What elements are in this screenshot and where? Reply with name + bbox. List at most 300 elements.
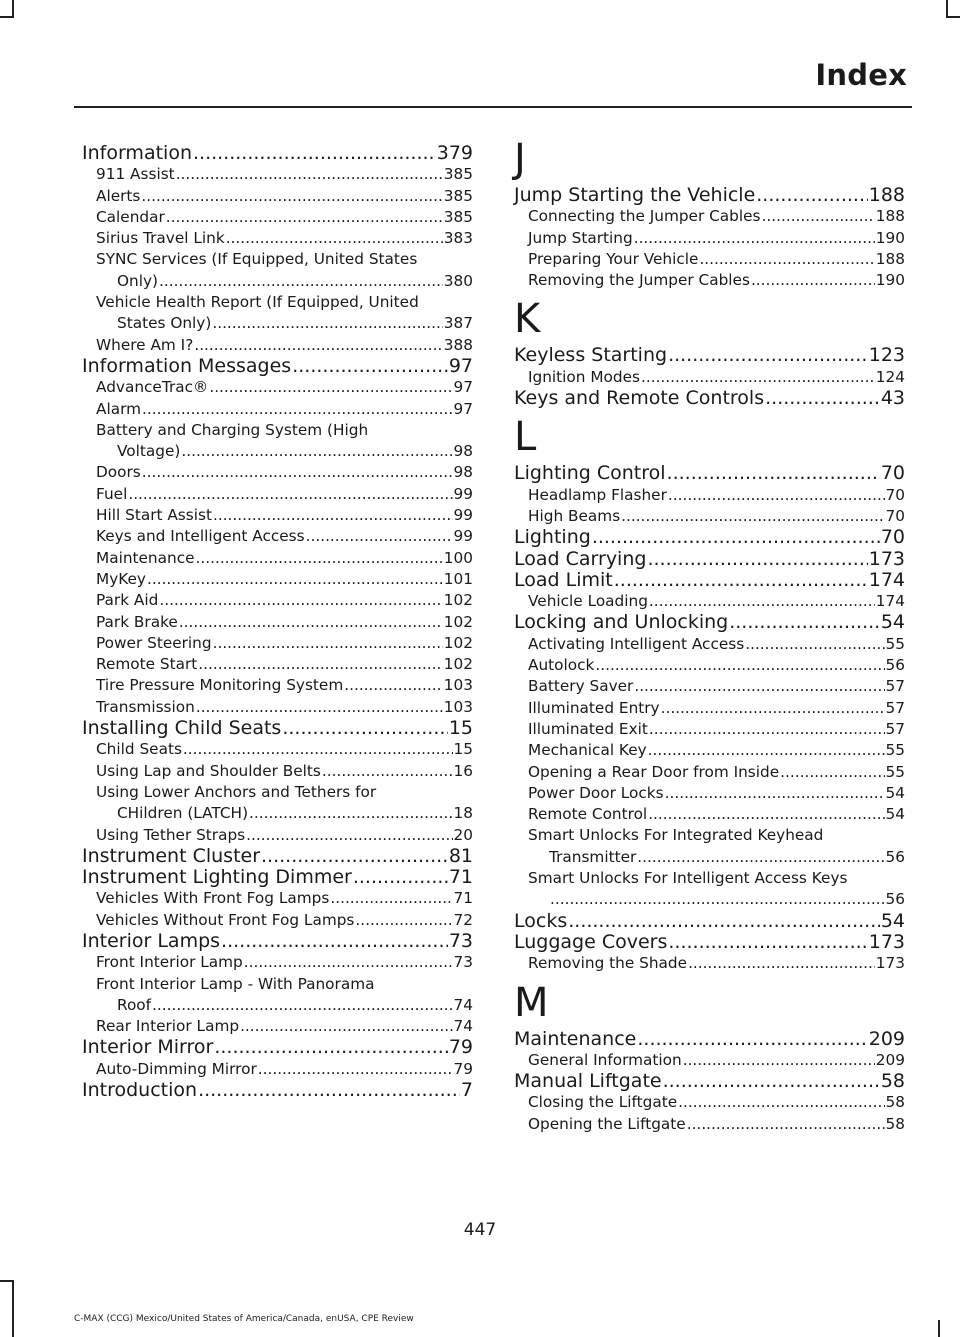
index-page-ref: 98 bbox=[453, 442, 473, 461]
dot-leader bbox=[568, 911, 880, 932]
index-page-ref: 15 bbox=[448, 717, 473, 740]
crop-mark-bottom-right-v bbox=[938, 1320, 940, 1337]
index-page-ref: 56 bbox=[885, 847, 905, 866]
dot-leader bbox=[780, 762, 884, 783]
dot-leader bbox=[667, 463, 880, 484]
index-page-ref: 103 bbox=[443, 697, 473, 716]
index-entry-text: Jump Starting the Vehicle bbox=[514, 184, 756, 206]
dot-leader bbox=[213, 633, 443, 654]
index-entry-text: Keyless Starting bbox=[514, 344, 668, 367]
index-entry bbox=[514, 185, 905, 206]
index-subentry-text: Alarm bbox=[96, 399, 142, 418]
dot-leader bbox=[648, 740, 885, 761]
index-subentry-text: Park Brake bbox=[96, 612, 178, 631]
index-subentry-text: Maintenance bbox=[96, 548, 195, 567]
index-subentry-text: Fuel bbox=[96, 484, 128, 503]
index-page-ref: 58 bbox=[885, 1114, 905, 1133]
index-subentry bbox=[514, 889, 905, 910]
dot-leader bbox=[212, 313, 442, 334]
crop-mark-bottom-left-h bbox=[0, 1280, 14, 1282]
dot-leader bbox=[765, 388, 880, 409]
index-subentry bbox=[514, 1050, 905, 1071]
index-column-right bbox=[514, 136, 905, 1135]
index-page-ref: 99 bbox=[453, 506, 473, 525]
dot-leader bbox=[353, 867, 448, 888]
dot-leader bbox=[649, 719, 885, 740]
index-page-ref: 379 bbox=[436, 142, 473, 164]
crop-mark-bottom-left-v bbox=[12, 1280, 14, 1337]
dot-leader bbox=[668, 485, 885, 506]
index-subentry-text: Remote Control bbox=[528, 805, 648, 824]
dot-leader bbox=[751, 270, 875, 291]
index-page-ref: 385 bbox=[443, 207, 473, 226]
index-page-ref: 100 bbox=[443, 548, 473, 567]
dot-leader bbox=[688, 953, 875, 974]
index-subentry-text: Transmission bbox=[96, 697, 195, 716]
index-subentry bbox=[514, 655, 905, 676]
index-entry-text: Lighting Control bbox=[514, 462, 666, 485]
dot-leader bbox=[595, 655, 884, 676]
index-subentry bbox=[514, 1114, 905, 1135]
index-subentry bbox=[514, 367, 905, 388]
index-subentry-text: Where Am I? bbox=[96, 335, 194, 354]
dot-leader bbox=[683, 1050, 875, 1071]
index-entry bbox=[514, 932, 905, 953]
index-subentry bbox=[514, 634, 905, 655]
index-page-ref: 55 bbox=[885, 762, 905, 781]
index-page-ref: 102 bbox=[443, 591, 473, 610]
dot-leader bbox=[179, 612, 443, 633]
index-page-ref: 70 bbox=[880, 526, 905, 549]
index-page-ref: 73 bbox=[448, 929, 473, 952]
index-subentry bbox=[82, 569, 473, 590]
dot-leader bbox=[745, 634, 884, 655]
dot-leader bbox=[159, 590, 442, 611]
index-subentry-text: Closing the Liftgate bbox=[528, 1093, 678, 1112]
index-page-ref: 74 bbox=[453, 1017, 473, 1036]
index-page-ref: 7 bbox=[460, 1079, 473, 1102]
index-subentry bbox=[82, 335, 473, 356]
index-subentry-text: Remote Start bbox=[96, 655, 198, 674]
index-subentry bbox=[82, 548, 473, 569]
index-subentry bbox=[82, 825, 473, 846]
index-subentry bbox=[514, 591, 905, 612]
index-page-ref: 97 bbox=[453, 378, 473, 397]
index-page-ref: 70 bbox=[885, 485, 905, 504]
index-subentry bbox=[514, 762, 905, 783]
index-entry-text: Load Carrying bbox=[514, 547, 647, 570]
index-subentry bbox=[82, 271, 473, 292]
dot-leader bbox=[181, 441, 452, 462]
index-subentry-text: Auto-Dimming Mirror bbox=[96, 1059, 257, 1078]
index-subentry bbox=[82, 484, 473, 505]
index-page-ref: 209 bbox=[868, 1027, 905, 1050]
dot-leader bbox=[614, 570, 868, 591]
dot-leader bbox=[647, 549, 867, 570]
dot-leader bbox=[183, 739, 453, 760]
index-page-ref: 16 bbox=[453, 761, 473, 780]
index-subentry-text: SYNC Services (If Equipped, United States bbox=[96, 250, 418, 269]
index-page-ref: 18 bbox=[453, 804, 473, 823]
index-page-ref: 385 bbox=[443, 186, 473, 205]
index-letter-heading: J bbox=[514, 136, 526, 182]
index-entry-text: Information bbox=[82, 142, 192, 164]
index-subentry-text: Opening a Rear Door from Inside bbox=[528, 762, 780, 781]
index-subentry-text: Vehicles Without Front Fog Lamps bbox=[96, 910, 355, 929]
index-entry-text: Maintenance bbox=[514, 1027, 637, 1050]
index-page-ref: 173 bbox=[868, 547, 905, 570]
index-subentry-text: Power Door Locks bbox=[528, 783, 664, 802]
index-subentry-text: Removing the Shade bbox=[528, 954, 688, 973]
index-subentry-continuation: States Only) bbox=[117, 314, 212, 333]
index-subentry bbox=[82, 612, 473, 633]
index-page-ref: 57 bbox=[885, 719, 905, 738]
index-entry bbox=[514, 911, 905, 932]
index-subentry-text: Smart Unlocks For Intelligent Access Keys bbox=[528, 869, 848, 888]
index-page-ref: 55 bbox=[885, 634, 905, 653]
index-page-ref: 173 bbox=[868, 930, 905, 953]
index-subentry-text: Power Steering bbox=[96, 633, 212, 652]
index-page-ref: 54 bbox=[885, 805, 905, 824]
index-subentry-text: Park Aid bbox=[96, 591, 159, 610]
index-page-ref: 102 bbox=[443, 612, 473, 631]
index-page-ref: 173 bbox=[875, 954, 905, 973]
index-page-ref: 97 bbox=[453, 399, 473, 418]
dot-leader bbox=[306, 526, 453, 547]
dot-leader bbox=[550, 889, 885, 910]
index-subentry-continuation: Roof bbox=[117, 995, 152, 1014]
index-subentry bbox=[514, 676, 905, 697]
header-rule bbox=[74, 106, 912, 108]
index-subentry-text: Jump Starting bbox=[528, 228, 633, 247]
index-entry bbox=[514, 463, 905, 484]
dot-leader bbox=[240, 1016, 452, 1037]
index-subentry bbox=[82, 803, 473, 824]
index-entry-text: Keys and Remote Controls bbox=[514, 387, 765, 410]
index-subentry-text: AdvanceTrac® bbox=[96, 378, 209, 397]
index-page-ref: 188 bbox=[875, 207, 905, 226]
index-page-ref: 388 bbox=[443, 335, 473, 354]
dot-leader bbox=[592, 527, 880, 548]
dot-leader bbox=[213, 505, 453, 526]
index-subentry bbox=[514, 1092, 905, 1113]
index-subentry bbox=[82, 207, 473, 228]
index-subentry bbox=[82, 654, 473, 675]
index-page-ref: 385 bbox=[443, 165, 473, 184]
dot-leader bbox=[142, 462, 453, 483]
index-entry-text: Interior Lamps bbox=[82, 929, 221, 952]
dot-leader bbox=[246, 825, 452, 846]
index-subentry bbox=[82, 910, 473, 931]
index-page-ref: 101 bbox=[443, 569, 473, 588]
index-entry-text: Manual Liftgate bbox=[514, 1070, 662, 1093]
index-subentry-text: Battery Saver bbox=[528, 677, 634, 696]
index-page-ref: 99 bbox=[453, 484, 473, 503]
index-entry-text: Load Limit bbox=[514, 568, 613, 591]
index-entry-text: Information Messages bbox=[82, 354, 292, 377]
index-subentry-text: Using Lap and Shoulder Belts bbox=[96, 761, 321, 780]
index-entry bbox=[514, 527, 905, 548]
index-subentry-text: Vehicle Health Report (If Equipped, United bbox=[96, 293, 419, 312]
index-subentry bbox=[82, 995, 473, 1016]
index-page-ref: 188 bbox=[868, 184, 905, 206]
index-page-ref: 98 bbox=[453, 463, 473, 482]
index-subentry bbox=[82, 164, 473, 185]
index-page-ref: 54 bbox=[885, 783, 905, 802]
dot-leader bbox=[699, 249, 874, 270]
index-subentry-text: Mechanical Key bbox=[528, 741, 647, 760]
index-entry-text: Instrument Lighting Dimmer bbox=[82, 866, 352, 889]
dot-leader bbox=[292, 356, 448, 377]
index-subentry bbox=[82, 1016, 473, 1037]
index-page-ref: 15 bbox=[453, 740, 473, 759]
index-subentry-text: Autolock bbox=[528, 656, 595, 675]
index-page-ref: 188 bbox=[875, 249, 905, 268]
dot-leader bbox=[322, 761, 453, 782]
index-subentry-text: Rear Interior Lamp bbox=[96, 1017, 240, 1036]
index-subentry-text: Front Interior Lamp bbox=[96, 953, 243, 972]
index-subentry-text: Removing the Jumper Cables bbox=[528, 271, 750, 290]
index-subentry-text: Hill Start Assist bbox=[96, 506, 212, 525]
index-entry-text: Locking and Unlocking bbox=[514, 611, 729, 634]
index-entry bbox=[514, 612, 905, 633]
index-subentry bbox=[514, 270, 905, 291]
index-page-ref: 190 bbox=[875, 228, 905, 247]
index-subentry bbox=[82, 462, 473, 483]
dot-leader bbox=[687, 1114, 885, 1135]
dot-leader bbox=[355, 910, 452, 931]
index-subentry-text: Keys and Intelligent Access bbox=[96, 527, 305, 546]
dot-leader bbox=[147, 569, 443, 590]
index-subentry bbox=[82, 761, 473, 782]
index-page-ref: 71 bbox=[448, 866, 473, 889]
dot-leader bbox=[196, 697, 443, 718]
index-entry bbox=[514, 570, 905, 591]
index-subentry-text: Using Lower Anchors and Tethers for bbox=[96, 782, 377, 801]
dot-leader bbox=[665, 783, 885, 804]
index-page-ref: 56 bbox=[885, 890, 905, 909]
index-subentry bbox=[514, 719, 905, 740]
index-entry bbox=[82, 143, 473, 164]
dot-leader bbox=[198, 1080, 460, 1101]
dot-leader bbox=[194, 335, 442, 356]
index-page-ref: 70 bbox=[880, 462, 905, 485]
dot-leader bbox=[641, 367, 875, 388]
index-entry bbox=[82, 1080, 473, 1101]
index-subentry bbox=[514, 953, 905, 974]
dot-leader bbox=[344, 675, 443, 696]
index-entry-text: Luggage Covers bbox=[514, 930, 668, 953]
dot-leader bbox=[258, 1059, 453, 1080]
dot-leader bbox=[648, 804, 884, 825]
dot-leader bbox=[637, 1029, 867, 1050]
dot-leader bbox=[141, 186, 442, 207]
index-subentry bbox=[82, 952, 473, 973]
dot-leader bbox=[649, 591, 875, 612]
index-subentry-text: Connecting the Jumper Cables bbox=[528, 207, 761, 226]
index-subentry-text: MyKey bbox=[96, 569, 146, 588]
dot-leader bbox=[196, 548, 443, 569]
index-page-ref: 79 bbox=[448, 1036, 473, 1059]
index-subentry-text: Activating Intelligent Access bbox=[528, 634, 745, 653]
index-page-ref: 190 bbox=[875, 271, 905, 290]
index-page-ref: 54 bbox=[880, 909, 905, 932]
index-entry bbox=[82, 867, 473, 888]
index-subentry bbox=[514, 804, 905, 825]
index-subentry-text: Vehicles With Front Fog Lamps bbox=[96, 889, 330, 908]
dot-leader bbox=[221, 931, 448, 952]
index-subentry bbox=[82, 399, 473, 420]
index-subentry bbox=[514, 485, 905, 506]
index-page-ref: 209 bbox=[875, 1050, 905, 1069]
index-subentry-continuation: Transmitter bbox=[549, 847, 637, 866]
index-subentry bbox=[82, 441, 473, 462]
dot-leader bbox=[661, 698, 885, 719]
crop-mark-top-right-h bbox=[946, 16, 960, 18]
index-subentry bbox=[82, 313, 473, 334]
index-page-ref: 102 bbox=[443, 633, 473, 652]
index-subentry-text: Calendar bbox=[96, 207, 165, 226]
index-subentry-text: General Information bbox=[528, 1050, 682, 1069]
dot-leader bbox=[159, 271, 443, 292]
index-subentry-text: Ignition Modes bbox=[528, 367, 640, 386]
index-subentry bbox=[514, 783, 905, 804]
index-subentry-continuation: CHildren (LATCH) bbox=[117, 804, 249, 823]
index-subentry-continuation: Only) bbox=[117, 271, 159, 290]
dot-leader bbox=[282, 718, 447, 739]
index-entry bbox=[82, 1037, 473, 1058]
index-subentry bbox=[82, 590, 473, 611]
dot-leader bbox=[209, 377, 452, 398]
index-page-ref: 58 bbox=[885, 1093, 905, 1112]
index-subentry-text: Sirius Travel Link bbox=[96, 229, 225, 248]
index-subentry bbox=[82, 505, 473, 526]
index-entry-text: Lighting bbox=[514, 526, 591, 549]
dot-leader bbox=[621, 506, 884, 527]
index-page-ref: 387 bbox=[443, 314, 473, 333]
index-subentry bbox=[514, 740, 905, 761]
index-page-ref: 74 bbox=[453, 995, 473, 1014]
dot-leader bbox=[756, 185, 867, 206]
index-subentry-text: Preparing Your Vehicle bbox=[528, 249, 699, 268]
index-subentry-text: Using Tether Straps bbox=[96, 825, 246, 844]
index-subentry-text: Illuminated Exit bbox=[528, 719, 648, 738]
index-subentry bbox=[82, 697, 473, 718]
dot-leader bbox=[142, 399, 453, 420]
dot-leader bbox=[634, 676, 884, 697]
index-page-ref: 124 bbox=[875, 367, 905, 386]
index-subentry-text: Alerts bbox=[96, 186, 141, 205]
index-page-ref: 43 bbox=[880, 387, 905, 410]
index-subentry-text: Battery and Charging System (High bbox=[96, 420, 369, 439]
dot-leader bbox=[166, 207, 443, 228]
index-entry bbox=[514, 1071, 905, 1092]
index-subentry-text: Opening the Liftgate bbox=[528, 1114, 686, 1133]
dot-leader bbox=[668, 345, 868, 366]
index-subentry-text: Vehicle Loading bbox=[528, 592, 648, 611]
index-entry bbox=[82, 356, 473, 377]
index-subentry-continuation: Voltage) bbox=[117, 442, 181, 461]
index-page-ref: 99 bbox=[453, 527, 473, 546]
index-entry bbox=[514, 388, 905, 409]
index-page-ref: 71 bbox=[453, 889, 473, 908]
dot-leader bbox=[249, 803, 452, 824]
index-subentry bbox=[514, 698, 905, 719]
index-page-ref: 103 bbox=[443, 676, 473, 695]
index-subentry bbox=[514, 847, 905, 868]
index-subentry bbox=[82, 633, 473, 654]
index-subentry bbox=[82, 739, 473, 760]
index-page-ref: 72 bbox=[453, 910, 473, 929]
dot-leader bbox=[663, 1071, 880, 1092]
index-page-ref: 383 bbox=[443, 229, 473, 248]
page-number: 447 bbox=[463, 1220, 497, 1240]
index-page-ref: 73 bbox=[453, 953, 473, 972]
dot-leader bbox=[226, 228, 443, 249]
index-page-ref: 54 bbox=[880, 611, 905, 634]
index-column-left bbox=[82, 143, 473, 1101]
index-subentry-text: Tire Pressure Monitoring System bbox=[96, 676, 344, 695]
index-page-ref: 97 bbox=[448, 354, 473, 377]
index-entry-text: Introduction bbox=[82, 1079, 198, 1102]
dot-leader bbox=[330, 888, 452, 909]
dot-leader bbox=[176, 164, 443, 185]
index-page-ref: 79 bbox=[453, 1059, 473, 1078]
dot-leader bbox=[668, 932, 867, 953]
index-subentry bbox=[514, 249, 905, 270]
dot-leader bbox=[637, 847, 884, 868]
index-subentry bbox=[514, 206, 905, 227]
index-subentry-text: Doors bbox=[96, 463, 141, 482]
index-page-ref: 56 bbox=[885, 656, 905, 675]
index-entry-text: Locks bbox=[514, 909, 568, 932]
dot-leader bbox=[244, 952, 453, 973]
index-subentry-text: Front Interior Lamp - With Panorama bbox=[96, 974, 375, 993]
dot-leader bbox=[193, 143, 436, 164]
index-subentry bbox=[514, 228, 905, 249]
dot-leader bbox=[128, 484, 452, 505]
index-page-ref: 57 bbox=[885, 698, 905, 717]
index-subentry bbox=[82, 1059, 473, 1080]
index-subentry bbox=[82, 526, 473, 547]
index-page-ref: 57 bbox=[885, 677, 905, 696]
dot-leader bbox=[634, 228, 875, 249]
index-page-ref: 123 bbox=[868, 344, 905, 367]
index-page-ref: 58 bbox=[880, 1070, 905, 1093]
index-subentry-text: Headlamp Flasher bbox=[528, 485, 667, 504]
index-entry bbox=[82, 931, 473, 952]
index-letter-heading: M bbox=[514, 979, 549, 1026]
index-subentry bbox=[82, 186, 473, 207]
index-page-ref: 55 bbox=[885, 741, 905, 760]
index-entry bbox=[514, 1029, 905, 1050]
index-subentry-text: Illuminated Entry bbox=[528, 698, 660, 717]
index-letter-heading: K bbox=[514, 296, 541, 343]
index-entry bbox=[514, 549, 905, 570]
index-entry bbox=[82, 718, 473, 739]
index-page-ref: 380 bbox=[443, 271, 473, 290]
page-title: Index bbox=[815, 58, 907, 92]
index-subentry-text: 911 Assist bbox=[96, 165, 175, 184]
dot-leader bbox=[678, 1092, 884, 1113]
index-page-ref: 102 bbox=[443, 655, 473, 674]
dot-leader bbox=[261, 846, 448, 867]
index-entry-text: Instrument Cluster bbox=[82, 844, 261, 867]
index-subentry bbox=[82, 675, 473, 696]
index-page-ref: 174 bbox=[868, 568, 905, 591]
dot-leader bbox=[152, 995, 452, 1016]
index-subentry-text: Smart Unlocks For Integrated Keyhead bbox=[528, 826, 824, 845]
